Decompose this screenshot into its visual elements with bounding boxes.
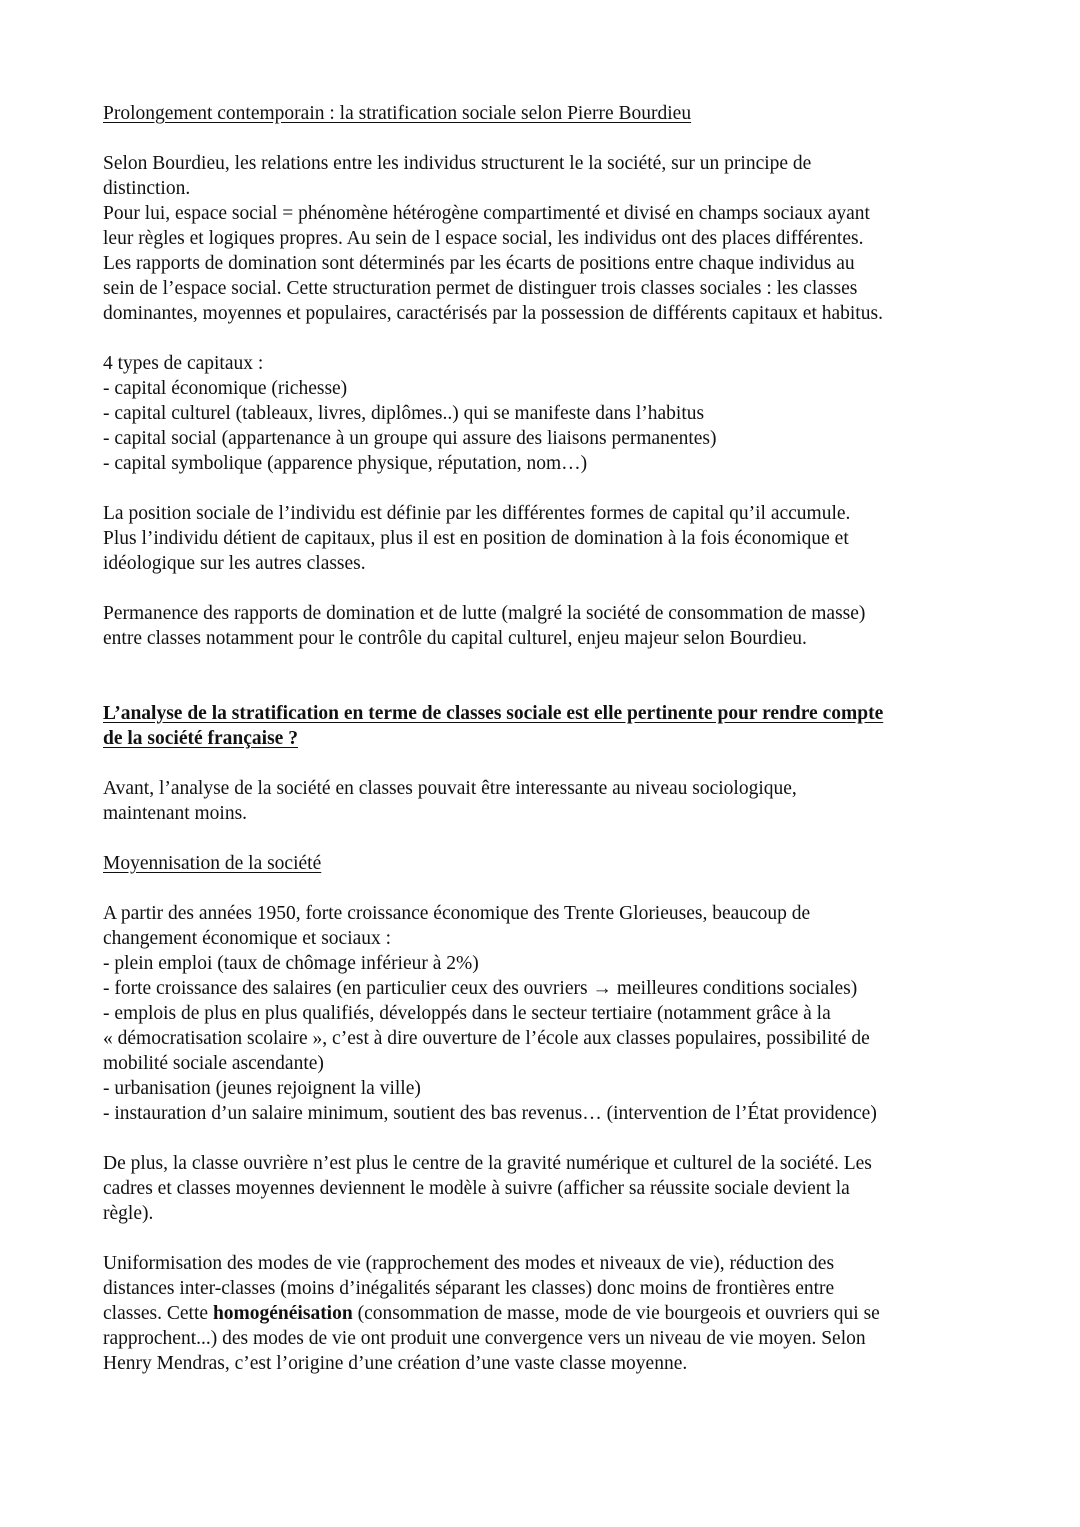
list-item: - emplois de plus en plus qualifiés, développés dans le secteur tertiaire (notamment grâce à la [103, 1003, 831, 1024]
text-line: maintenant moins. [103, 803, 248, 824]
text-line: Pour lui, espace social = phénomène hétérogène compartimenté et divisé en champs sociaux ayant [103, 203, 870, 224]
text-line: Les rapports de domination sont déterminés par les écarts de positions entre chaque individus au [103, 253, 855, 274]
spacer [103, 126, 983, 151]
list-item: - instauration d’un salaire minimum, soutient des bas revenus… (intervention de l’État providence) [103, 1103, 877, 1124]
heading-line: de la société française ? [103, 728, 298, 749]
spacer [103, 476, 983, 501]
paragraph-permanence [103, 601, 983, 651]
heading-line: L’analyse de la stratification en terme de classes sociale est elle pertinente pour rendre compte [103, 703, 884, 724]
text-run: (consommation de masse, mode de vie bourgeois et ouvriers qui se [352, 1303, 880, 1324]
paragraph-uniformisation [103, 1251, 983, 1376]
text-line: dominantes, moyennes et populaires, caractérisés par la possession de différents capitaux et habitus. [103, 303, 883, 324]
text-line: leur règles et logiques propres. Au sein de l espace social, les individus ont des places différentes. [103, 228, 864, 249]
text-line: De plus, la classe ouvrière n’est plus le centre de la gravité numérique et culturel de la société. Les [103, 1153, 872, 1174]
text-line: Avant, l’analyse de la société en classes pouvait être interessante au niveau sociologique, [103, 778, 797, 799]
text-line: Uniformisation des modes de vie (rapprochement des modes et niveaux de vie), réduction des [103, 1253, 835, 1274]
section-heading-analyse [103, 701, 983, 751]
text-line: A partir des années 1950, forte croissance économique des Trente Glorieuses, beaucoup de [103, 903, 811, 924]
list-item: - plein emploi (taux de chômage inférieur à 2%) [103, 953, 479, 974]
text-line: idéologique sur les autres classes. [103, 553, 366, 574]
list-item: - capital économique (richesse) [103, 378, 348, 399]
spacer [103, 876, 983, 901]
text-line: distances inter-classes (moins d’inégalités séparant les classes) donc moins de frontières entre [103, 1278, 835, 1299]
text-line: règle). [103, 1203, 154, 1224]
text-line: rapprochent...) des modes de vie ont produit une convergence vers un niveau de vie moyen. Selon [103, 1328, 866, 1349]
document-page [103, 101, 983, 1376]
text-line: sein de l’espace social. Cette structuration permet de distinguer trois classes sociales : les classes [103, 278, 858, 299]
section-heading-bourdieu: Prolongement contemporain : la stratification sociale selon Pierre Bourdieu [103, 103, 692, 124]
paragraph-bourdieu-intro [103, 151, 983, 201]
list-item: - capital social (appartenance à un groupe qui assure des liaisons permanentes) [103, 428, 717, 449]
spacer [103, 1126, 983, 1151]
text-line: cadres et classes moyennes deviennent le modèle à suivre (afficher sa réussite sociale devient la [103, 1178, 850, 1199]
text-line: Permanence des rapports de domination et de lutte (malgré la société de consommation de masse) [103, 603, 866, 624]
spacer [103, 751, 983, 776]
text-line: Selon Bourdieu, les relations entre les individus structurent le la société, sur un principe de [103, 153, 812, 174]
paragraph-espace-social [103, 201, 983, 326]
spacer [103, 826, 983, 851]
spacer [103, 1226, 983, 1251]
spacer [103, 326, 983, 351]
paragraph-position-sociale [103, 501, 983, 576]
list-item: « démocratisation scolaire », c’est à dire ouverture de l’école aux classes populaires, possibilité de [103, 1028, 870, 1049]
paragraph-avant [103, 776, 983, 826]
spacer [103, 651, 983, 701]
text-line: Plus l’individu détient de capitaux, plus il est en position de domination à la fois économique et [103, 528, 849, 549]
text-line: entre classes notamment pour le contrôle du capital culturel, enjeu majeur selon Bourdieu. [103, 628, 807, 649]
text-line: changement économique et sociaux : [103, 928, 392, 949]
list-item: - capital culturel (tableaux, livres, diplômes..) qui se manifeste dans l’habitus [103, 403, 705, 424]
paragraph-trente-glorieuses [103, 901, 983, 1126]
list-item: - capital symbolique (apparence physique, réputation, nom…) [103, 453, 588, 474]
text-line: La position sociale de l’individu est définie par les différentes formes de capital qu’il accumule. [103, 503, 851, 524]
text-line: distinction. [103, 178, 191, 199]
bold-term: homogénéisation [212, 1303, 353, 1324]
list-item: mobilité sociale ascendante) [103, 1053, 324, 1074]
paragraph-classe-ouvriere [103, 1151, 983, 1226]
text-line [103, 1301, 983, 1326]
text-line: Henry Mendras, c’est l’origine d’une création d’une vaste classe moyenne. [103, 1353, 688, 1374]
list-item: - forte croissance des salaires (en particulier ceux des ouvriers → meilleures conditions sociales) [103, 978, 858, 999]
subheading-moyennisation: Moyennisation de la société [103, 853, 322, 874]
list-intro: 4 types de capitaux : [103, 353, 264, 374]
list-capitaux [103, 351, 983, 476]
list-item: - urbanisation (jeunes rejoignent la ville) [103, 1078, 421, 1099]
spacer [103, 576, 983, 601]
text-run: classes. Cette [103, 1303, 213, 1324]
